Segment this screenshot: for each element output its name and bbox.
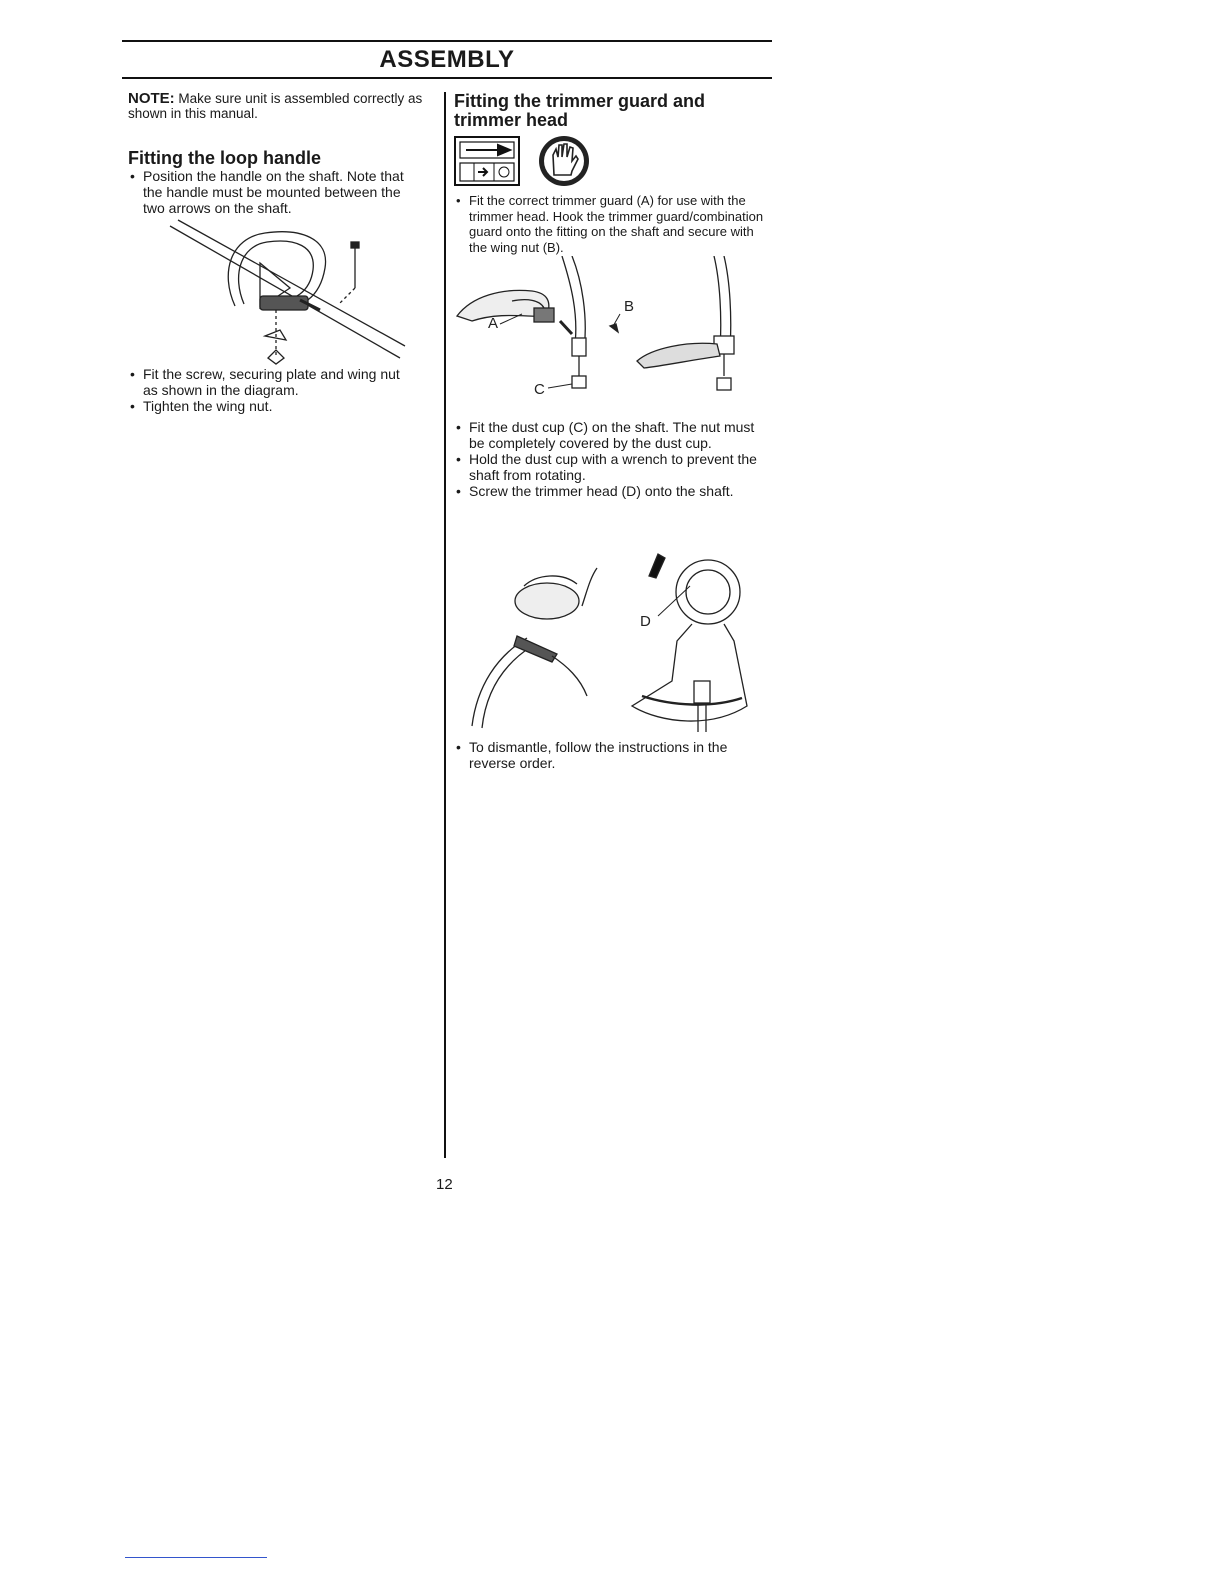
loop-handle-steps-2: [128, 366, 418, 414]
footer-link-underline[interactable]: [125, 1557, 267, 1558]
list-item: • Fit the correct trimmer guard (A) for use with the trimmer head. Hook the trimmer guard/combination guard onto the fitting on the shaft and secure with the wing nut (B).: [454, 193, 764, 255]
protective-gloves-icon: [539, 136, 589, 186]
note-paragraph: [128, 91, 428, 121]
trimmer-guard-steps-1: [454, 193, 764, 255]
arrow-manual-icon: [455, 137, 519, 185]
page-number: 12: [436, 1176, 453, 1193]
list-item: • Tighten the wing nut.: [128, 398, 418, 414]
note-text: Make sure unit is assembled correctly as shown in this manual.: [128, 91, 423, 121]
column-divider: [444, 92, 446, 1158]
trimmer-guard-heading: Fitting the trimmer guard and trimmer head: [454, 91, 706, 130]
trimmer-guard-diagram: [452, 256, 752, 406]
header-top-rule: [122, 40, 772, 42]
loop-handle-steps-1: [128, 168, 418, 216]
list-item: • To dismantle, follow the instructions in the reverse order.: [454, 739, 764, 771]
list-item: • Fit the screw, securing plate and wing nut as shown in the diagram.: [128, 366, 418, 398]
list-item: • Fit the dust cup (C) on the shaft. The nut must be completely covered by the dust cup.: [454, 419, 764, 451]
loop-handle-heading: Fitting the loop handle: [128, 148, 321, 168]
trimmer-guard-steps-3: [454, 739, 764, 771]
list-item: • Hold the dust cup with a wrench to prevent the shaft from rotating.: [454, 451, 764, 483]
trimmer-head-diagram: [462, 546, 752, 732]
safety-symbols: [454, 135, 604, 187]
trimmer-guard-steps-2: [454, 419, 764, 499]
figure-label-d: D: [640, 613, 651, 630]
figure-label-c: C: [534, 381, 545, 398]
list-item: • Screw the trimmer head (D) onto the shaft.: [454, 483, 764, 499]
note-label: NOTE:: [128, 90, 175, 107]
figure-label-a: A: [488, 315, 499, 332]
page-title: ASSEMBLY: [379, 46, 515, 73]
figure-label-b: B: [624, 298, 635, 315]
header-bottom-rule: [122, 77, 772, 79]
loop-handle-diagram: [160, 218, 410, 368]
list-item: • Position the handle on the shaft. Note that the handle must be mounted between the two arrows on the shaft.: [128, 168, 418, 216]
